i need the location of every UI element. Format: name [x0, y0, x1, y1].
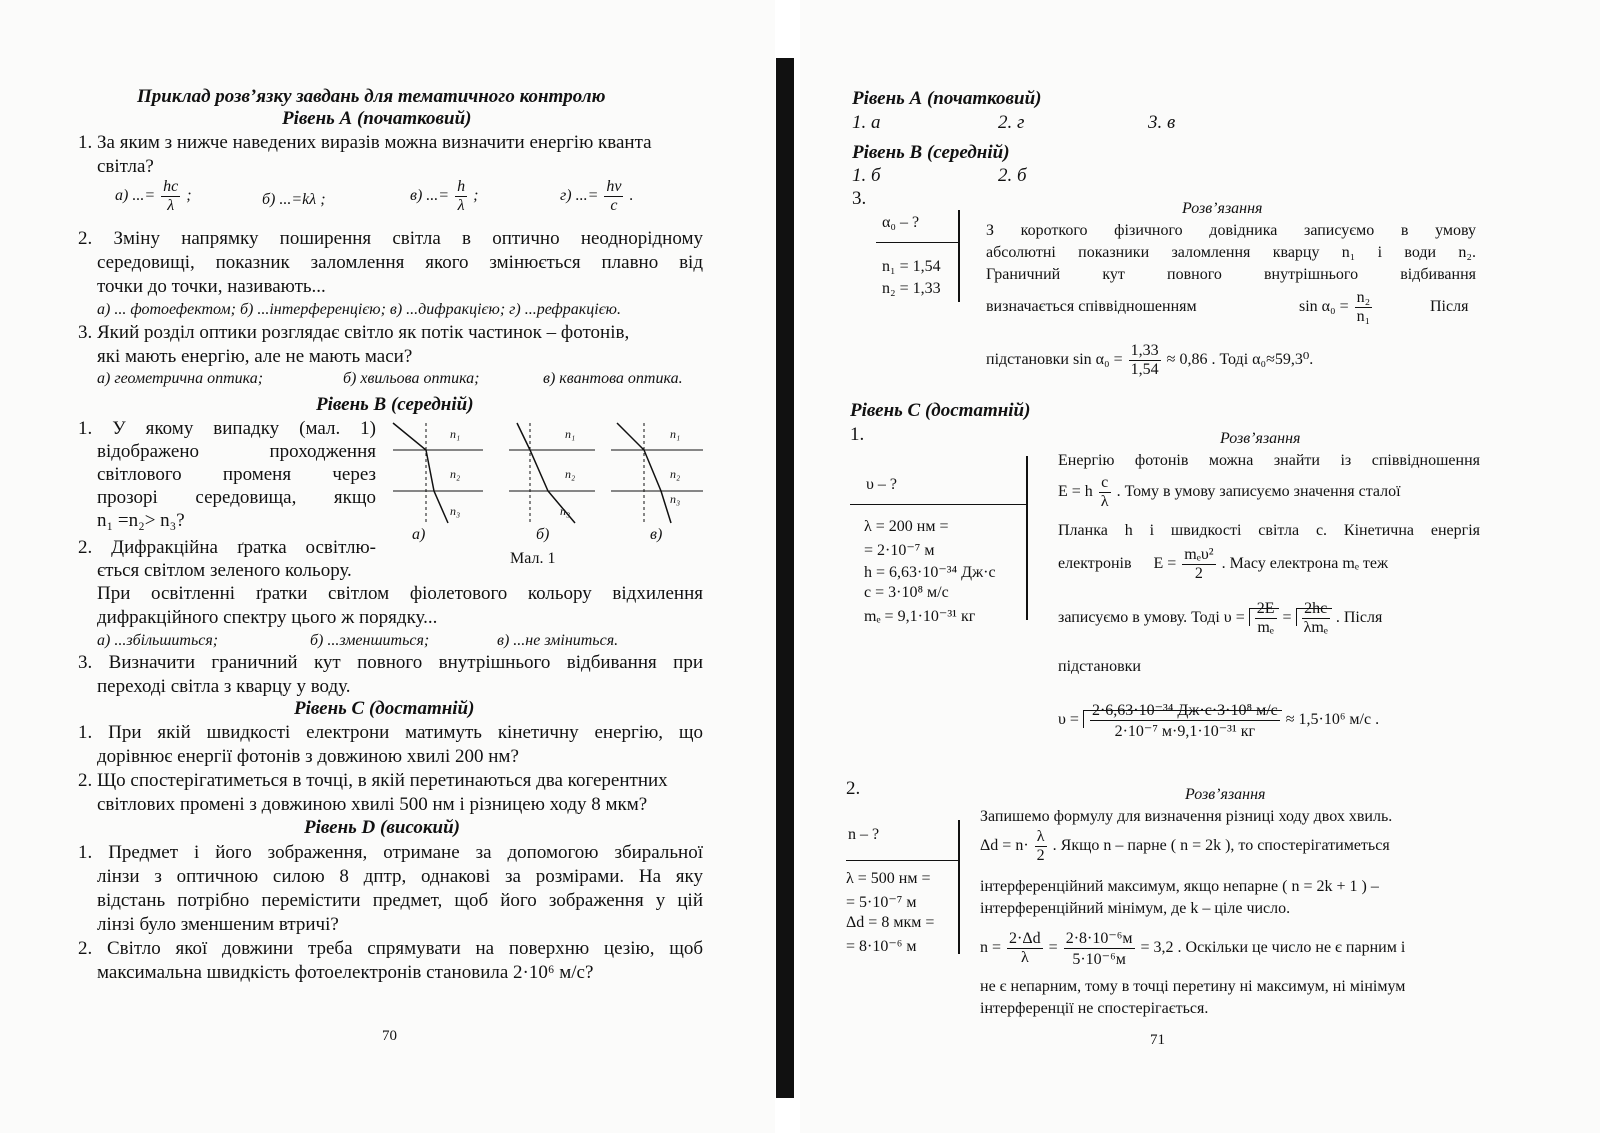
formula-text: sin α₀ = — [1299, 298, 1349, 316]
given-n2: n₂ = 1,33 — [882, 280, 941, 297]
option-suffix: . — [629, 187, 634, 205]
formula-text: ≈ 1,5·10⁶ м/с . — [1285, 711, 1380, 729]
question-c2-line2: світлових промені з довжиною хвилі 500 нм і різницею ходу 8 мкм? — [97, 794, 648, 815]
question-a3-line2: які мають енергію, але не мають маси? — [97, 346, 413, 367]
sqrt-sign — [1249, 600, 1279, 636]
formula-text: = — [1048, 939, 1058, 957]
formula-text: υ = — [1058, 711, 1079, 729]
given-line: λ = 200 нм = — [864, 518, 949, 535]
answer-a3: 3. в — [1148, 112, 1176, 133]
answer-b2: 2. б — [998, 165, 1027, 186]
answer-a1: 1. а — [852, 112, 881, 133]
numerator: 2E — [1256, 600, 1275, 617]
level-b-heading: Рівень В (середній) — [316, 394, 474, 415]
given-separator — [1026, 456, 1028, 620]
sqrt-sign — [1083, 702, 1282, 740]
formula-path-difference — [980, 828, 1390, 865]
formula-text: . Масу електрона mₑ теж — [1221, 555, 1389, 573]
given-n1: n₁ = 1,54 — [882, 258, 941, 275]
given-divider — [846, 860, 958, 861]
option-b2-c: в) ...не зміниться. — [497, 632, 619, 649]
question-a2-options: а) ... фотоефектом; б) ...інтерференцією; в) ...дифракцією; г) ...рефракцією. — [97, 301, 621, 318]
solution-line: абсолютні показники заломлення кварцу n₁ і води n₂. — [986, 244, 1476, 261]
given-line: mₑ = 9,1·10⁻³¹ кг — [864, 608, 976, 625]
figure-label-n1: n₁ — [565, 427, 576, 441]
answer-b3-number: 3. — [852, 188, 867, 209]
formula-text: записуємо в умову. Тоді — [1058, 609, 1220, 627]
denominator: λ — [1020, 949, 1029, 966]
fraction — [455, 178, 467, 215]
solution-line: Граничний кут повного внутрішнього відбивання — [986, 266, 1476, 283]
formula-text: = 3,2 . Оскільки це число не є парним і — [1140, 939, 1406, 957]
question-b1-line4: прозорі середовища, якщо — [97, 487, 376, 508]
denominator: n₁ — [1356, 308, 1371, 325]
option-a3-c: в) квантова оптика. — [543, 370, 683, 387]
formula-substitution — [986, 342, 1313, 379]
figure-label-n2: n₂ — [450, 467, 461, 481]
denominator: λ — [167, 197, 175, 214]
formula-velocity — [1058, 600, 1382, 637]
level-c-heading: Рівень С (достатній) — [850, 400, 1031, 421]
question-b2-line4: дифракційного спектру цього ж порядку... — [97, 607, 438, 628]
figure-label-n1: n₁ — [670, 427, 681, 441]
denominator: λ — [457, 197, 465, 214]
given-separator — [958, 210, 960, 302]
page-number: 70 — [382, 1028, 397, 1044]
denominator: 5·10⁻⁶м — [1072, 951, 1126, 968]
formula-text: ≈ 0,86 . Тоді α₀≈59,3⁰. — [1166, 351, 1314, 369]
formula-text: E = h — [1058, 483, 1093, 501]
solution-line: інтерференції не спостерігається. — [980, 1000, 1209, 1017]
denominator: 2 — [1036, 847, 1045, 864]
solution-line: інтерференційний максимум, якщо непарне ( n = 2k + 1 ) – — [980, 878, 1379, 895]
question-a2-line1: 2. Зміну напрямку поширення світла в оптично неоднорідному — [78, 228, 703, 249]
question-d1-line4: лінзі було зменшеним втричі? — [97, 914, 339, 935]
numerator: h — [457, 178, 466, 195]
formula-text: підстановки sin α₀ = — [986, 351, 1123, 369]
formula-text: електронів — [1058, 555, 1132, 573]
question-a3-line1: 3. Який розділ оптики розглядає світло як потік частинок – фотонів, — [78, 322, 630, 343]
given-line: λ = 500 нм = — [846, 870, 931, 887]
question-b3-line2: переході світла з кварцу у воду. — [97, 676, 351, 697]
level-d-heading: Рівень D (високий) — [304, 817, 460, 838]
answer-a2: 2. г — [998, 112, 1025, 133]
solution-line: визначається співвідношенням — [986, 298, 1197, 315]
solution-line: інтерференційний мінімум, де k – ціле число. — [980, 900, 1291, 917]
option-suffix: ; — [473, 187, 479, 205]
question-b3-line1: 3. Визначити граничний кут повного внутрішнього відбивання при — [78, 652, 703, 673]
fraction — [1090, 700, 1280, 741]
option-a1-a — [115, 178, 192, 215]
solution-heading: Розв’язання — [1182, 200, 1263, 217]
solution-line: не є непарним, тому в точці перетину ні максимум, ні мінімум — [980, 978, 1406, 995]
question-d2-line1: 2. Світло якої довжини треба спрямувати на поверхню цезію, щоб — [78, 938, 703, 959]
solution-heading: Розв’язання — [1185, 786, 1266, 803]
numerator: 2·Δd — [1009, 930, 1041, 947]
fraction — [1255, 600, 1277, 637]
formula-text: E = — [1153, 555, 1177, 573]
question-b2-line3: При освітленні ґратки світлом фіолетового кольору відхилення — [97, 583, 703, 604]
denominator: 2·10⁻⁷ м·9,1·10⁻³¹ кг — [1114, 723, 1256, 740]
question-d1-line3: відстань потрібно перемістити предмет, щоб його зображення у цій — [97, 890, 703, 911]
denominator: c — [610, 197, 618, 214]
answer-b1: 1. б — [852, 165, 881, 186]
given-find: α₀ – ? — [882, 214, 920, 231]
given-find: n – ? — [848, 826, 880, 843]
fraction — [1129, 342, 1161, 379]
formula-text: υ = — [1223, 609, 1245, 627]
fraction — [161, 178, 180, 215]
option-b2-b: б) ...зменшиться; — [310, 632, 430, 649]
solution-line: Запишемо формулу для визначення різниці ходу двох хвиль. — [980, 808, 1393, 825]
right-page — [800, 0, 1600, 1133]
option-a1-b: б) ...=kλ ; — [262, 191, 326, 208]
given-divider — [850, 504, 1026, 505]
option-suffix: ; — [186, 187, 192, 205]
question-b1-line5: n₁ =n₂> n₃? — [97, 510, 185, 531]
option-prefix: г) ...= — [560, 187, 599, 205]
numerator: hν — [606, 178, 622, 195]
sqrt-sign — [1296, 600, 1332, 636]
solution-line: Після — [1430, 298, 1469, 315]
option-a3-b: б) хвильова оптика; — [343, 370, 480, 387]
formula-text: . Якщо n – парне ( n = 2k ), то спостерігатиметься — [1052, 837, 1390, 855]
formula-text: n = — [980, 939, 1002, 957]
question-a1-line1: 1. За яким з нижче наведених виразів можна визначити енергію кванта — [78, 132, 652, 153]
question-d1-line1: 1. Предмет і його зображення, отримане за допомогою збиральної — [78, 842, 703, 863]
numerator: mₑυ² — [1184, 546, 1214, 563]
question-a2-line3: точки до точки, називають... — [97, 276, 326, 297]
option-a1-d — [560, 178, 633, 215]
numerator: 2·6,63·10⁻³⁴ Дж·с·3·10⁸ м/с — [1091, 702, 1278, 719]
option-prefix: в) ...= — [410, 187, 450, 205]
fraction — [1355, 289, 1373, 326]
fraction — [1064, 928, 1135, 969]
figure-label-n2: n₂ — [670, 467, 681, 481]
question-c1-line2: дорівнює енергії фотонів з довжиною хвилі 200 нм? — [97, 746, 519, 767]
solution-heading: Розв’язання — [1220, 430, 1301, 447]
numerator: 1,33 — [1130, 342, 1159, 359]
figure-label-n2: n₂ — [565, 467, 576, 481]
figure-label-b: б) — [536, 526, 550, 543]
given-separator — [958, 820, 960, 954]
numerator: 2·8·10⁻⁶м — [1065, 930, 1133, 947]
option-a1-c — [410, 178, 478, 215]
option-prefix: а) ...= — [115, 187, 156, 205]
solution-line: підстановки — [1058, 658, 1141, 675]
question-d2-line2: максимальна швидкість фотоелектронів становила 2·10⁶ м/с? — [97, 962, 594, 983]
solution-line: З короткого фізичного довідника записуємо в умову — [986, 222, 1476, 239]
numerator: λ — [1035, 828, 1047, 847]
option-a3-a: а) геометрична оптика; — [97, 370, 264, 387]
question-b2-line1: 2. Дифракційна ґратка освітлю- — [78, 537, 376, 558]
book-spine — [776, 58, 794, 1098]
given-line: Δd = 8 мкм = — [846, 914, 935, 931]
fraction — [1007, 930, 1043, 967]
given-line: = 2·10⁻⁷ м — [864, 542, 935, 559]
denominator: mₑ — [1257, 619, 1274, 636]
level-a-heading: Рівень А (початковий) — [852, 88, 1042, 109]
numerator: c — [1099, 474, 1111, 493]
question-a1-line2: світла? — [97, 156, 154, 177]
option-b2-a: а) ...збільшиться; — [97, 632, 219, 649]
given-divider — [876, 242, 958, 243]
question-c2-line1: 2. Що спостерігатиметься в точці, в якій перетинаються два когерентних — [78, 770, 668, 791]
given-line: = 8·10⁻⁶ м — [846, 938, 917, 955]
formula-text: . Тому в умову записуємо значення сталої — [1116, 483, 1401, 501]
given-line: h = 6,63·10⁻³⁴ Дж·с — [864, 564, 996, 581]
question-b1-line3: світлового променя через — [97, 464, 376, 485]
figure-label-n3: n₃ — [450, 504, 461, 518]
fraction — [1182, 546, 1215, 583]
light-ray — [393, 423, 448, 523]
figure-caption: Мал. 1 — [510, 550, 556, 567]
figure-label-c: в) — [650, 526, 663, 543]
formula-text: Δd = n· — [980, 837, 1029, 855]
question-b1-line2: відображено проходження — [97, 441, 376, 462]
denominator: λ — [1100, 493, 1109, 510]
question-c1-line1: 1. При якій швидкості електрони матимуть кінетичну енергію, що — [78, 722, 703, 743]
solution-line: Планка h і швидкості світла c. Кінетична енергія — [1058, 522, 1480, 539]
answer-c2-number: 2. — [846, 778, 861, 799]
fraction — [1035, 828, 1047, 865]
page-number: 71 — [1150, 1032, 1165, 1048]
figure-label-a: а) — [412, 526, 426, 543]
denominator: λmₑ — [1303, 619, 1328, 636]
figure-label-n3: n₃ — [670, 492, 681, 506]
level-b-heading: Рівень В (середній) — [852, 142, 1010, 163]
formula-sin — [1299, 289, 1374, 326]
formula-final — [1058, 700, 1379, 741]
fraction — [1302, 600, 1330, 637]
denominator: 2 — [1194, 565, 1203, 582]
numerator: 2hc — [1302, 600, 1330, 619]
given-line: = 5·10⁻⁷ м — [846, 894, 917, 911]
given-find: υ – ? — [866, 476, 898, 493]
numerator: hc — [163, 178, 179, 195]
denominator: 1,54 — [1130, 361, 1159, 378]
left-page — [0, 0, 775, 1133]
formula-kinetic — [1058, 546, 1388, 583]
fraction — [1099, 474, 1111, 511]
given-line: c = 3·10⁸ м/с — [864, 584, 949, 601]
formula-text: . Після — [1335, 609, 1383, 627]
answer-c1-number: 1. — [850, 424, 865, 445]
formula-text: = — [1282, 609, 1292, 627]
level-c-heading: Рівень С (достатній) — [294, 698, 475, 719]
question-b2-line2: ється світлом зеленого кольору. — [97, 560, 352, 581]
question-b1-line1: 1. У якому випадку (мал. 1) — [78, 418, 376, 439]
figure-label-n1: n₁ — [450, 427, 461, 441]
page-title: Приклад розв’язку завдань для тематичного контролю — [137, 86, 606, 107]
question-d1-line2: лінзи з оптичною силою 8 дптр, однакові за розмірами. На яку — [97, 866, 703, 887]
numerator: n₂ — [1356, 289, 1371, 306]
formula-energy — [1058, 474, 1401, 511]
formula-order — [980, 928, 1405, 969]
level-a-heading: Рівень А (початковий) — [282, 108, 472, 129]
question-a2-line2: середовищі, показник заломлення якого змінюється плавно від — [97, 252, 703, 273]
figure-label-n3: n₃ — [560, 504, 571, 518]
fraction — [604, 178, 623, 215]
solution-line: Енергію фотонів можна знайти із співвідношення — [1058, 452, 1480, 469]
